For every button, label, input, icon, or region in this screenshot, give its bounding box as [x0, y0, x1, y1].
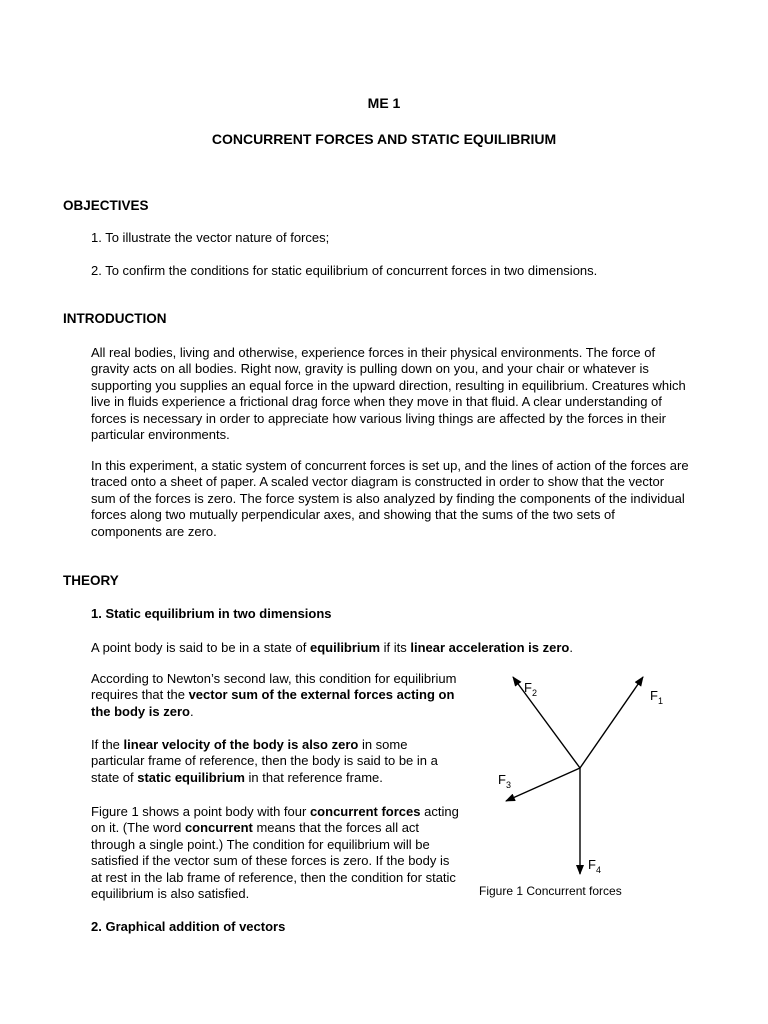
equilibrium-definition: A point body is said to be in a state of equilibrium if its linear acceleration is zero.	[91, 640, 573, 655]
figure-caption: Figure 1 Concurrent forces	[479, 884, 622, 898]
force-f1-label: $F_1$	[650, 688, 663, 706]
velocity-paragraph: If the linear velocity of the body is also zero in some particular frame of reference, then the body is said to be in a state of static equilibrium in that reference frame.	[91, 737, 438, 785]
theory-heading: THEORY	[63, 573, 119, 588]
force-f2-label: $F_2$	[524, 680, 537, 698]
introduction-paragraph-1: All real bodies, living and otherwise, experience forces in their physical environments. The force of gravity acts on all bodies. Right now, gravity is pulling down on you, and your chair or whatever is supporting you supplies an equal force in the upward direction, resulting in equilibrium. Creatures which live in fluids experience a frictional drag force when they move in that fluid. A clear understanding of forces is necessary in order to appreciate how various living things are affected by the forces in their particular environments.	[91, 345, 686, 443]
newton-paragraph: According to Newton’s second law, this condition for equilibrium requires that the vector sum of the external forces acting on the body is zero.	[91, 671, 457, 719]
introduction-paragraph-2: In this experiment, a static system of concurrent forces is set up, and the lines of action of the forces are traced onto a sheet of paper. A scaled vector diagram is constructed in order to show that the vector sum of the forces is zero. The force system is also analyzed by finding the components of the individual forces along two mutually perpendicular axes, and showing that the sums of the two sets of components are zero.	[91, 458, 689, 539]
introduction-heading: INTRODUCTION	[63, 311, 167, 326]
force-f3-label: $F_3$	[498, 772, 511, 790]
objective-item-2: 2. To confirm the conditions for static equilibrium of concurrent forces in two dimensions.	[91, 263, 598, 278]
document-code: ME 1	[367, 95, 401, 111]
objective-item-1: 1. To illustrate the vector nature of forces;	[91, 230, 330, 245]
force-f4-label: $F_4$	[588, 857, 601, 875]
force-f3-arrow	[506, 768, 580, 801]
document-title: CONCURRENT FORCES AND STATIC EQUILIBRIUM	[211, 131, 557, 147]
objectives-heading: OBJECTIVES	[63, 198, 149, 213]
force-f1-arrow	[580, 677, 643, 768]
concurrent-forces-figure	[470, 660, 680, 890]
figure-description-paragraph: Figure 1 shows a point body with four concurrent forces acting on it. (The word concurrent means that the forces all act through a single point.) The condition for equilibrium will be satisfied if the vector sum of these forces is zero. If the body is at rest in the lab frame of reference, then the condition for static equilibrium is also satisfied.	[91, 804, 459, 902]
theory-subheading-1: 1. Static equilibrium in two dimensions	[91, 606, 332, 621]
theory-subheading-2: 2. Graphical addition of vectors	[91, 919, 286, 934]
